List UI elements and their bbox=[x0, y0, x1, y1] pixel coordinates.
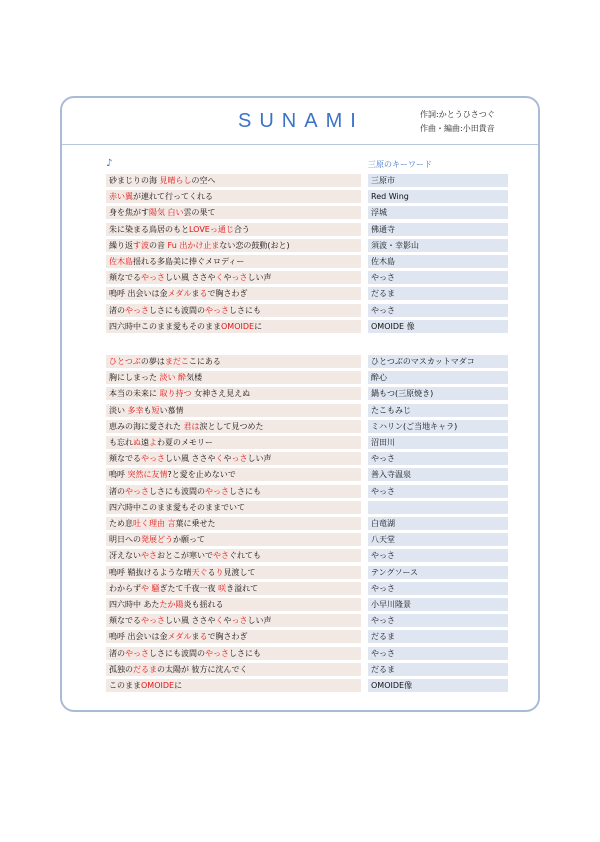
lyric-text: 繰り返 bbox=[109, 240, 133, 250]
lyric-text: 胸にしまった bbox=[109, 373, 160, 383]
lyric-row bbox=[62, 304, 538, 317]
lyric-text: しい声 bbox=[247, 616, 272, 626]
keyword-cell: 沼田川 bbox=[368, 436, 508, 449]
keyword-cell: ひとつぶのマスカットマダコ bbox=[368, 355, 508, 368]
lyric-text: 渚の bbox=[109, 648, 125, 658]
lyric-text: しい声 bbox=[247, 454, 272, 464]
lyric-row bbox=[62, 549, 538, 562]
lyric-highlight: っさ bbox=[231, 273, 248, 283]
lyric-text: 渚の bbox=[109, 486, 125, 496]
lyric-text: の空へ bbox=[191, 176, 216, 185]
lyric-row bbox=[62, 501, 538, 514]
lyric-line bbox=[106, 271, 361, 284]
lyric-text: 頬なでる bbox=[109, 454, 141, 464]
lyric-text: 朱に染まる鳥居のもと bbox=[109, 224, 189, 234]
lyric-line bbox=[106, 387, 361, 400]
keyword-cell: 小早川隆景 bbox=[368, 598, 508, 611]
keyword-cell: 鍋もつ(三原焼き) bbox=[368, 387, 508, 400]
lyric-highlight: や bbox=[141, 583, 149, 593]
keyword-cell: 酔心 bbox=[368, 371, 508, 384]
lyric-highlight: ひとつぶ bbox=[109, 357, 141, 366]
lyric-highlight: 君は bbox=[183, 421, 200, 431]
lyric-text: ぎたて千夜一夜 bbox=[159, 583, 219, 593]
lyric-text: る bbox=[207, 567, 216, 577]
keyword-cell: 善入寺温泉 bbox=[368, 468, 508, 481]
keyword-cell: やっさ bbox=[368, 647, 508, 660]
lyric-highlight: よ bbox=[149, 438, 157, 447]
lyric-text: に bbox=[254, 321, 263, 331]
lyric-line bbox=[106, 582, 361, 595]
lyric-text: 嗚呼 鞘抜けるような晴 bbox=[109, 567, 192, 577]
lyric-highlight: く bbox=[215, 273, 224, 283]
lyric-text: しさにも波間の bbox=[149, 305, 205, 315]
lyric-highlight: る bbox=[199, 632, 208, 642]
lyric-text: しさにも波間の bbox=[149, 648, 205, 658]
lyric-line bbox=[106, 647, 361, 660]
lyric-row bbox=[62, 566, 538, 579]
lyric-highlight: 騒 bbox=[151, 583, 160, 593]
lyric-text: 身を焦がす bbox=[109, 208, 149, 218]
lyric-text: 淡い bbox=[109, 405, 128, 415]
keyword-cell bbox=[368, 501, 508, 514]
lyrics-card bbox=[60, 96, 540, 712]
lyric-text: や bbox=[223, 273, 232, 283]
lyric-highlight: やっさ bbox=[205, 486, 229, 496]
lyric-text: ま bbox=[191, 289, 200, 299]
lyric-highlight: やっさ bbox=[125, 305, 149, 315]
lyric-row bbox=[62, 598, 538, 611]
lyric-text: 本当の未来に bbox=[109, 389, 160, 399]
lyric-text: の夢は bbox=[140, 357, 165, 366]
lyric-highlight: OMOIDE bbox=[221, 321, 255, 331]
keyword-cell: だるま bbox=[368, 287, 508, 300]
lyric-line bbox=[106, 206, 361, 219]
song-title: SUNAMI bbox=[238, 110, 364, 132]
lyric-highlight: 佐木島 bbox=[109, 257, 133, 266]
keyword-cell: OMOIDE像 bbox=[368, 679, 508, 692]
lyric-text: こにある bbox=[188, 357, 221, 366]
lyric-line bbox=[106, 517, 361, 530]
lyric-text: このまま bbox=[109, 681, 141, 690]
lyric-text: 雲の果て bbox=[183, 208, 216, 218]
lyric-row bbox=[62, 190, 538, 203]
lyric-highlight: 陽気 bbox=[149, 208, 165, 218]
lyric-line bbox=[106, 371, 361, 384]
keyword-cell: やっさ bbox=[368, 452, 508, 465]
lyric-text: 明日への bbox=[109, 535, 141, 545]
lyric-highlight: 天ぐ bbox=[191, 567, 208, 577]
lyric-row bbox=[62, 387, 538, 400]
lyric-row bbox=[62, 320, 538, 333]
lyric-highlight: 赤い翼 bbox=[109, 192, 133, 202]
lyric-line bbox=[106, 174, 361, 187]
keyword-cell: やっさ bbox=[368, 485, 508, 498]
keyword-cell: やっさ bbox=[368, 304, 508, 317]
lyric-highlight: まだこ bbox=[164, 357, 189, 366]
keyword-header: 三原のキーワード bbox=[368, 160, 432, 169]
lyric-highlight: く bbox=[215, 616, 224, 626]
lyric-line bbox=[106, 452, 361, 465]
lyric-highlight: す波 bbox=[133, 240, 149, 250]
lyric-highlight: 発展どう bbox=[141, 535, 173, 545]
lyric-text: も bbox=[143, 405, 152, 415]
lyric-text: 見渡して bbox=[223, 567, 256, 577]
lyric-highlight: メダル bbox=[167, 632, 192, 642]
lyric-line bbox=[106, 355, 361, 368]
lyric-line bbox=[106, 533, 361, 546]
lyric-highlight: やっさ bbox=[141, 616, 165, 626]
keyword-cell: たこもみじ bbox=[368, 404, 508, 417]
lyric-highlight: やっさ bbox=[125, 486, 149, 496]
lyric-text: 揺れる多島美に捧ぐメロディー bbox=[133, 257, 245, 266]
lyric-highlight: 言 bbox=[167, 519, 176, 528]
lyric-line bbox=[106, 239, 361, 252]
lyric-text: おとこが寒いで bbox=[157, 551, 213, 561]
keyword-cell: やっさ bbox=[368, 582, 508, 595]
lyric-row bbox=[62, 647, 538, 660]
lyric-highlight: っさ bbox=[231, 616, 248, 626]
keyword-cell: だるま bbox=[368, 663, 508, 676]
lyric-text: ま bbox=[191, 632, 200, 642]
lyric-text: 嗚呼 出会いは金 bbox=[109, 289, 168, 299]
music-note-icon: ♪ bbox=[106, 158, 113, 169]
keyword-cell: 佛通寺 bbox=[368, 223, 508, 236]
lyric-highlight: やっさ bbox=[141, 273, 165, 283]
keyword-cell: OMOIDE 像 bbox=[368, 320, 508, 333]
lyric-text: しい風 ささや bbox=[165, 616, 216, 626]
lyric-line bbox=[106, 630, 361, 643]
lyric-text: 渚の bbox=[109, 305, 125, 315]
lyric-highlight: 淡い bbox=[159, 373, 176, 383]
lyric-text: しい風 ささや bbox=[165, 454, 216, 464]
keyword-cell: 須波・幸影山 bbox=[368, 239, 508, 252]
lyric-highlight: り bbox=[215, 567, 224, 577]
lyric-text: に bbox=[174, 681, 183, 690]
lyric-highlight: 通じ bbox=[217, 224, 234, 234]
lyric-text: わからず bbox=[109, 583, 141, 593]
lyric-text: 炎も揺れる bbox=[183, 600, 224, 609]
lyric-row bbox=[62, 582, 538, 595]
lyric-text: で胸さわぎ bbox=[207, 289, 248, 299]
lyric-text: 涙として見つめた bbox=[199, 421, 264, 431]
lyric-highlight: 白い bbox=[167, 208, 184, 218]
lyric-line bbox=[106, 566, 361, 579]
lyric-highlight: 短 bbox=[151, 405, 160, 415]
lyric-row bbox=[62, 679, 538, 692]
lyric-line bbox=[106, 223, 361, 236]
lyric-line bbox=[106, 304, 361, 317]
lyric-text: しさにも波間の bbox=[149, 486, 205, 496]
lyric-text: で胸さわぎ bbox=[207, 632, 248, 642]
lyric-highlight: やっさ bbox=[125, 648, 149, 658]
lyric-row bbox=[62, 206, 538, 219]
lyric-highlight: Fu 出かけ止ま bbox=[167, 240, 220, 250]
lyric-text: わ夏のメモリー bbox=[157, 438, 213, 447]
keyword-cell: 浮城 bbox=[368, 206, 508, 219]
keyword-cell: やっさ bbox=[368, 271, 508, 284]
lyric-highlight: やっさ bbox=[205, 305, 229, 315]
lyric-row bbox=[62, 420, 538, 433]
lyrics-table bbox=[62, 98, 538, 710]
lyric-text: 頬なでる bbox=[109, 273, 141, 283]
lyric-text: が連れて行ってくれる bbox=[133, 192, 213, 202]
lyric-row bbox=[62, 468, 538, 481]
keyword-cell: やっさ bbox=[368, 549, 508, 562]
lyric-line bbox=[106, 598, 361, 611]
lyric-text: しさにも bbox=[229, 648, 261, 658]
lyric-row bbox=[62, 174, 538, 187]
lyric-text: 孤独の bbox=[109, 664, 133, 674]
lyric-row bbox=[62, 452, 538, 465]
lyric-highlight: メダル bbox=[167, 289, 192, 299]
lyric-text: しさにも bbox=[229, 305, 261, 315]
lyric-row bbox=[62, 517, 538, 530]
lyric-row bbox=[62, 614, 538, 627]
lyric-line bbox=[106, 468, 361, 481]
lyric-text: や bbox=[223, 454, 232, 464]
lyric-line bbox=[106, 436, 361, 449]
lyric-row bbox=[62, 630, 538, 643]
lyric-line bbox=[106, 404, 361, 417]
lyric-row bbox=[62, 239, 538, 252]
lyric-text: い慕情 bbox=[159, 405, 184, 415]
lyric-text: 遠 bbox=[141, 438, 149, 447]
lyric-text: 頬なでる bbox=[109, 616, 141, 626]
lyric-row bbox=[62, 255, 538, 268]
lyric-text: ため息 bbox=[109, 519, 133, 528]
lyric-text: しさにも bbox=[229, 486, 261, 496]
lyric-highlight: ぬ bbox=[133, 438, 141, 447]
lyric-line bbox=[106, 287, 361, 300]
keyword-cell: だるま bbox=[368, 630, 508, 643]
lyric-highlight: 酔 bbox=[178, 373, 187, 383]
keyword-cell: テングソース bbox=[368, 566, 508, 579]
lyric-text: 恵みの海に愛された bbox=[109, 421, 184, 431]
lyric-text: 四六時中このまま愛もそのままでいて bbox=[109, 502, 245, 512]
keyword-cell: 佐木島 bbox=[368, 255, 508, 268]
lyric-text: の太陽が 彼方に沈んでく bbox=[157, 664, 248, 674]
lyric-text: 葉に乗せた bbox=[175, 519, 216, 528]
lyrics-credit: 作詞:かとうひさつぐ bbox=[420, 110, 495, 119]
lyric-highlight: 見晴らし bbox=[159, 176, 192, 185]
lyric-text: 冴えない bbox=[109, 551, 141, 561]
lyric-line bbox=[106, 614, 361, 627]
lyric-row bbox=[62, 663, 538, 676]
lyric-text: 嗚呼 出会いは金 bbox=[109, 632, 168, 642]
lyric-text: の音 bbox=[149, 240, 168, 250]
lyric-line bbox=[106, 663, 361, 676]
lyric-row bbox=[62, 355, 538, 368]
keyword-cell: 白竜湖 bbox=[368, 517, 508, 530]
lyric-text: も忘れ bbox=[109, 438, 133, 447]
lyric-highlight: 多幸 bbox=[127, 405, 144, 415]
lyric-text: 四六時中 あた bbox=[109, 600, 160, 609]
lyric-row bbox=[62, 404, 538, 417]
lyric-text: 合う bbox=[233, 224, 250, 234]
lyric-highlight: 咲 bbox=[218, 583, 227, 593]
lyric-highlight: 陽 bbox=[175, 600, 184, 609]
lyric-row bbox=[62, 533, 538, 546]
lyric-line bbox=[106, 549, 361, 562]
lyric-highlight: 突然に友情 bbox=[127, 470, 168, 480]
lyric-row bbox=[62, 223, 538, 236]
keyword-cell: 八天堂 bbox=[368, 533, 508, 546]
music-credit: 作曲・編曲:小田貴音 bbox=[420, 124, 495, 133]
lyric-row bbox=[62, 371, 538, 384]
lyric-highlight: 吐く理由 bbox=[133, 519, 165, 528]
lyric-text: ぐれても bbox=[229, 551, 261, 561]
lyric-highlight: OMOIDE bbox=[141, 681, 175, 690]
lyric-line bbox=[106, 255, 361, 268]
lyric-text: き溢れて bbox=[226, 583, 259, 593]
lyric-row bbox=[62, 485, 538, 498]
keyword-cell: 三原市 bbox=[368, 174, 508, 187]
lyric-text: ?と愛を止めないで bbox=[167, 470, 236, 480]
lyric-row bbox=[62, 436, 538, 449]
lyric-highlight: っさ bbox=[231, 454, 248, 464]
lyric-line bbox=[106, 420, 361, 433]
lyric-row bbox=[62, 287, 538, 300]
lyric-text: しい声 bbox=[247, 273, 272, 283]
lyric-text: 四六時中このまま愛もそのまま bbox=[109, 321, 221, 331]
lyric-highlight: く bbox=[215, 454, 224, 464]
lyric-text: か願って bbox=[173, 535, 205, 545]
lyric-text: や bbox=[223, 616, 232, 626]
lyric-highlight: やっさ bbox=[141, 454, 165, 464]
lyric-text: しい風 ささや bbox=[165, 273, 216, 283]
keyword-cell: Red Wing bbox=[368, 190, 508, 203]
lyric-highlight: 取り持つ bbox=[159, 389, 192, 399]
lyric-highlight: る bbox=[199, 289, 208, 299]
lyric-highlight: やさ bbox=[141, 551, 157, 561]
lyric-text: 女神さえ見えぬ bbox=[191, 389, 251, 399]
lyric-line bbox=[106, 190, 361, 203]
lyric-text: ない恋の鼓動(おと) bbox=[219, 240, 290, 250]
lyric-text: 砂まじりの海 bbox=[109, 176, 160, 185]
lyric-highlight: LOVEっ bbox=[189, 224, 218, 234]
lyric-highlight: たか bbox=[159, 600, 176, 609]
lyric-highlight: やっさ bbox=[205, 648, 229, 658]
lyric-text: 嗚呼 bbox=[109, 470, 128, 480]
lyric-highlight: やさ bbox=[213, 551, 229, 561]
keyword-cell: やっさ bbox=[368, 614, 508, 627]
keyword-cell: ミハリン(ご当地キャラ) bbox=[368, 420, 508, 433]
lyric-line bbox=[106, 679, 361, 692]
lyric-text: 気楼 bbox=[186, 373, 203, 383]
lyric-line bbox=[106, 501, 361, 514]
lyric-line bbox=[106, 320, 361, 333]
lyric-highlight: だるま bbox=[133, 664, 157, 674]
lyric-row bbox=[62, 271, 538, 284]
lyric-line bbox=[106, 485, 361, 498]
